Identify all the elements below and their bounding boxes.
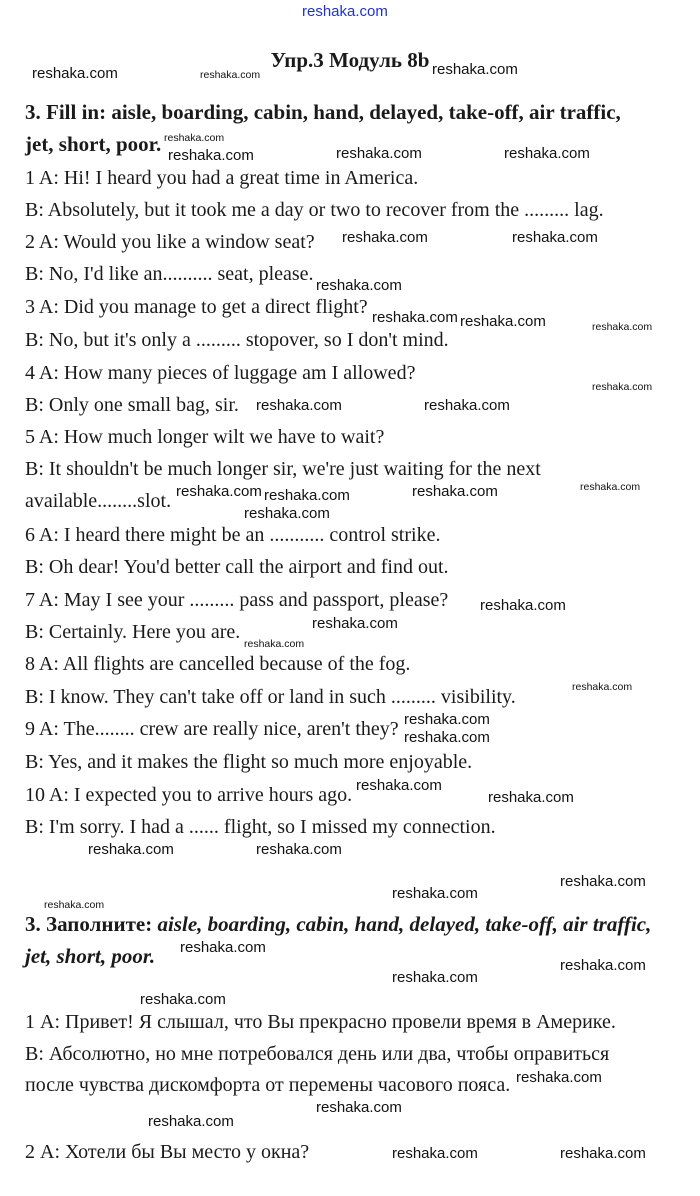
dialogue-line-en: 4 A: How many pieces of luggage am I allowed? — [25, 362, 416, 384]
watermark: reshaka.com — [504, 144, 590, 162]
watermark: reshaka.com — [480, 596, 566, 614]
watermark: reshaka.com — [516, 1068, 602, 1086]
watermark: reshaka.com — [424, 396, 510, 414]
watermark: reshaka.com — [244, 638, 305, 650]
watermark: reshaka.com — [356, 776, 442, 794]
dialogue-line-en: B: No, I'd like an.......... seat, please. — [25, 263, 314, 285]
dialogue-line-en: B: Certainly. Here you are. — [25, 621, 241, 643]
watermark: reshaka.com — [244, 504, 330, 522]
watermark: reshaka.com — [88, 840, 174, 858]
watermark: reshaka.com — [312, 614, 398, 632]
watermark: reshaka.com — [572, 681, 633, 693]
watermark: reshaka.com — [168, 146, 254, 164]
watermark: reshaka.com — [200, 69, 261, 81]
watermark: reshaka.com — [432, 60, 518, 78]
watermark: reshaka.com — [404, 728, 490, 746]
watermark: reshaka.com — [302, 2, 388, 20]
watermark: reshaka.com — [560, 1144, 646, 1162]
dialogue-line-ru: 2 А: Хотели бы Вы место у окна? — [25, 1141, 310, 1163]
dialogue-line-en: B: Absolutely, but it took me a day or two to recover from the ......... lag. — [25, 199, 604, 221]
dialogue-line-en: B: Oh dear! You'd better call the airport and find out. — [25, 556, 449, 578]
watermark: reshaka.com — [512, 228, 598, 246]
watermark: reshaka.com — [560, 956, 646, 974]
watermark: reshaka.com — [176, 482, 262, 500]
dialogue-line-en: B: No, but it's only a ......... stopover, so I don't mind. — [25, 329, 449, 351]
watermark: reshaka.com — [580, 481, 641, 493]
dialogue-line-ru: 1 А: Привет! Я слышал, что Вы прекрасно провели время в Америке. — [25, 1011, 616, 1033]
watermark: reshaka.com — [164, 132, 225, 144]
watermark: reshaka.com — [460, 312, 546, 330]
dialogue-line-en: 2 A: Would you like a window seat? — [25, 231, 315, 253]
dialogue-line-en: B: Yes, and it makes the flight so much more enjoyable. — [25, 751, 473, 773]
dialogue-line-en: 5 A: How much longer wilt we have to wait? — [25, 426, 385, 448]
dialogue-line-ru: после чувства дискомфорта от перемены часового пояса. — [25, 1074, 511, 1096]
watermark: reshaka.com — [592, 321, 653, 333]
watermark: reshaka.com — [140, 990, 226, 1008]
watermark: reshaka.com — [560, 872, 646, 890]
exercise-heading-ru-line-2: jet, short, poor. — [25, 944, 156, 968]
page-title: Упр.3 Модуль 8b — [270, 48, 430, 72]
dialogue-line-en: 10 A: I expected you to arrive hours ago. — [25, 784, 353, 806]
watermark: reshaka.com — [256, 840, 342, 858]
dialogue-line-en: 6 A: I heard there might be an ........... control strike. — [25, 524, 441, 546]
watermark: reshaka.com — [316, 1098, 402, 1116]
dialogue-line-en: 9 A: The........ crew are really nice, aren't they? — [25, 718, 399, 740]
watermark: reshaka.com — [488, 788, 574, 806]
watermark: reshaka.com — [336, 144, 422, 162]
watermark: reshaka.com — [148, 1112, 234, 1130]
watermark: reshaka.com — [180, 938, 266, 956]
watermark: reshaka.com — [392, 1144, 478, 1162]
exercise-heading-en-line-2: jet, short, poor. — [25, 132, 162, 156]
watermark: reshaka.com — [44, 899, 105, 911]
watermark: reshaka.com — [392, 884, 478, 902]
watermark: reshaka.com — [412, 482, 498, 500]
dialogue-line-en: B: I know. They can't take off or land in such ......... visibility. — [25, 686, 516, 708]
dialogue-line-en: available........slot. — [25, 490, 172, 512]
watermark: reshaka.com — [372, 308, 458, 326]
dialogue-line-en: B: Only one small bag, sir. — [25, 394, 239, 416]
watermark: reshaka.com — [32, 64, 118, 82]
dialogue-line-en: B: I'm sorry. I had a ...... flight, so I missed my connection. — [25, 816, 496, 838]
dialogue-line-en: 7 A: May I see your ......... pass and passport, please? — [25, 589, 449, 611]
dialogue-line-en: B: It shouldn't be much longer sir, we're just waiting for the next — [25, 458, 541, 480]
watermark: reshaka.com — [592, 381, 653, 393]
dialogue-line-ru: В: Абсолютно, но мне потребовался день или два, чтобы оправиться — [25, 1043, 610, 1065]
dialogue-line-en: 8 A: All flights are cancelled because of the fog. — [25, 653, 411, 675]
exercise-heading-ru-line-1 — [25, 912, 651, 936]
watermark: reshaka.com — [264, 486, 350, 504]
dialogue-line-en: 1 A: Hi! I heard you had a great time in America. — [25, 167, 419, 189]
watermark: reshaka.com — [342, 228, 428, 246]
watermark: reshaka.com — [392, 968, 478, 986]
watermark: reshaka.com — [404, 710, 490, 728]
exercise-heading-en-line-1: 3. Fill in: aisle, boarding, cabin, hand, delayed, take-off, air traffic, — [25, 100, 621, 124]
watermark: reshaka.com — [256, 396, 342, 414]
heading-ru-prefix: 3. Заполните: — [25, 912, 158, 936]
dialogue-line-en: 3 A: Did you manage to get a direct flight? — [25, 296, 368, 318]
heading-ru-words: aisle, boarding, cabin, hand, delayed, take-off, air traffic, — [157, 912, 652, 936]
watermark: reshaka.com — [316, 276, 402, 294]
